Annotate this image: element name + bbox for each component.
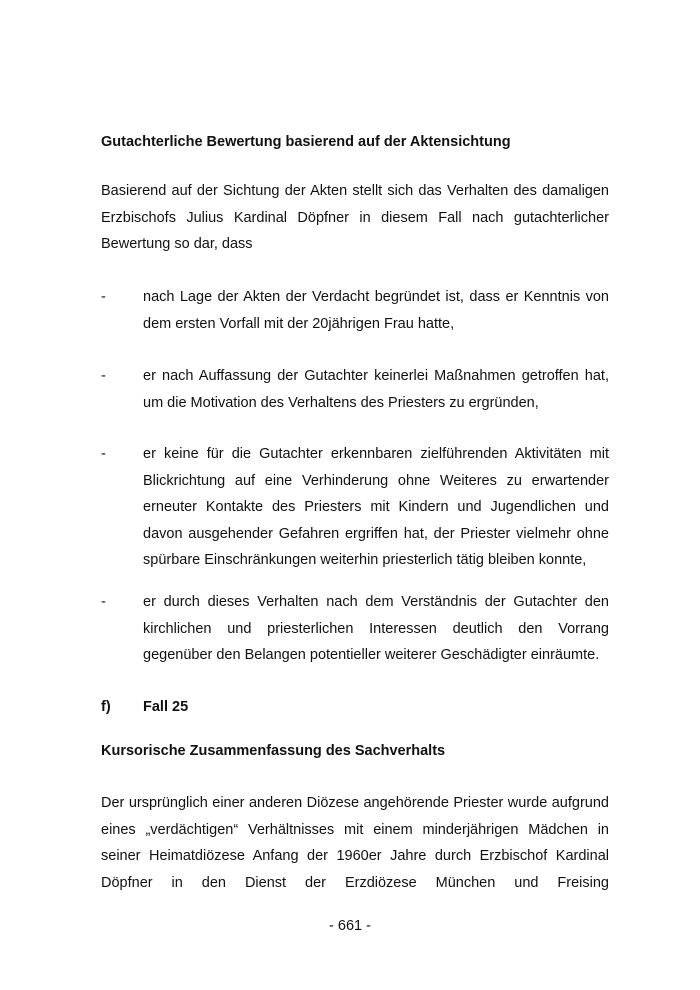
bullet-dash: -	[101, 594, 106, 610]
page-number: - 661 -	[329, 918, 371, 934]
bullet-text: er nach Auffassung der Gutachter keinerlei Maßnahmen getroffen hat, um die Motivation des Verhaltens des Priesters zu ergründen,	[143, 368, 609, 411]
intro-paragraph: Basierend auf der Sichtung der Akten stellt sich das Verhalten des damaligen Erzbischofs Julius Kardinal Döpfner in diesem Fall nach gutachterlicher Bewertung so dar, dass	[101, 183, 609, 252]
bullet-dash: -	[101, 368, 106, 384]
section-title: Fall 25	[143, 699, 189, 715]
bullet-text: er durch dieses Verhalten nach dem Verständnis der Gutachter den kirchlichen und priesterlichen Interessen deutlich den Vorrang gegenüber den Belangen potentieller weiterer Geschädigter einräumte.	[143, 594, 609, 663]
section-number: f)	[101, 699, 111, 715]
heading-assessment: Gutachterliche Bewertung basierend auf der Aktensichtung	[101, 134, 511, 150]
bullet-text: nach Lage der Akten der Verdacht begründet ist, dass er Kenntnis von dem ersten Vorfall mit der 20jährigen Frau hatte,	[143, 289, 609, 332]
bullet-text: er keine für die Gutachter erkennbaren zielführenden Aktivitäten mit Blickrichtung auf eine Verhinderung ohne Weiteres zu erwartender erneuter Kontakte des Priesters mit Kindern und Jugendlichen und davon ausgehender Gefahren ergriffen hat, der Priester vielmehr ohne spürbare Einschränkungen weiterhin priesterlich tätig bleiben konnte,	[143, 446, 609, 568]
summary-paragraph: Der ursprünglich einer anderen Diözese angehörende Priester wurde aufgrund eines „verdächtigen“ Verhältnisses mit einem minderjährigen Mädchen in seiner Heimatdiözese Anfang der 1960er Jahre durch Erzbischof Kardinal Döpfner in den Dienst der Erzdiözese München und Freising	[101, 795, 609, 891]
bullet-dash: -	[101, 446, 106, 462]
heading-summary: Kursorische Zusammenfassung des Sachverhalts	[101, 743, 446, 759]
bullet-dash: -	[101, 289, 106, 305]
